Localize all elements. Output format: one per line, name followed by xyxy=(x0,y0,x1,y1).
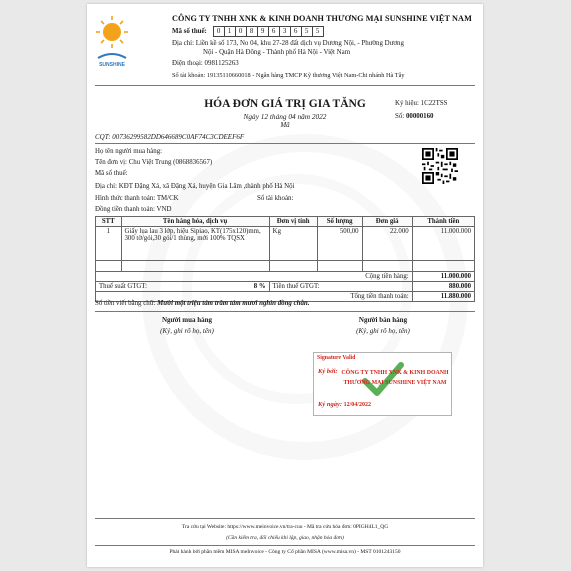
seller-phone-label: Điện thoại: xyxy=(172,60,203,67)
provider-info: Phát hành bởi phần mềm MISA meInvoice - Công ty Cổ phần MISA (www.misa.vn) - MST 0101243150 xyxy=(169,549,401,555)
so-value: 00000160 xyxy=(405,113,434,120)
tax-digit: 0 xyxy=(236,26,247,37)
buyer-sign-title: Người mua hàng xyxy=(161,316,213,324)
stamp-date-label: Ký ngày: xyxy=(318,401,343,408)
col-stt: STT xyxy=(96,217,122,227)
so-label: Số: xyxy=(395,113,405,120)
buyer-unit: Chu Việt Trung (0868836567) xyxy=(128,159,213,166)
in-words-label: Số tiền viết bằng chữ: xyxy=(95,300,156,307)
total-label: Tổng tiền thanh toán: xyxy=(96,292,413,302)
seller-phone-row xyxy=(172,60,239,67)
seller-address-line1: Liền kề số 173, No 04, khu 27-28 đất dịch vụ Dương Nội, - Phường Dương xyxy=(195,40,404,47)
seller-address-line2: Nội - Quận Hà Đông - Thành phố Hà Nội - Việt Nam xyxy=(203,49,351,56)
table-header-row xyxy=(96,217,475,227)
col-unit: Đơn vị tính xyxy=(269,217,317,227)
buyer-address: KĐT Đặng Xá, xã Đặng Xá, huyện Gia Lâm ,thành phố Hà Nội xyxy=(118,183,295,190)
vat-rate-cell xyxy=(96,282,270,292)
items-table xyxy=(95,216,475,302)
buyer-unit-row xyxy=(95,159,212,166)
invoice-ma: Mã xyxy=(280,122,290,129)
title-divider xyxy=(95,143,475,144)
table-row xyxy=(96,227,475,261)
col-price: Đơn giá xyxy=(362,217,412,227)
buyer-address-label: Địa chỉ: xyxy=(95,183,118,190)
cell-qty: 500,00 xyxy=(317,227,362,261)
stamp-signed-by-label: Ký bởi: xyxy=(318,368,338,375)
vat-row xyxy=(96,282,475,292)
seller-signature xyxy=(323,316,443,335)
tax-digit: 9 xyxy=(258,26,269,37)
buyer-sign-hint: (Ký, ghi rõ họ, tên) xyxy=(160,327,214,335)
seller-company-name: CÔNG TY TNHH XNK & KINH DOANH THƯƠNG MẠI SUNSHINE VIỆT NAM xyxy=(172,14,472,23)
seller-tax-boxes xyxy=(213,26,324,37)
stamp-signed-by: CÔNG TY TNHH XNK & KINH DOANH THƯƠNG MẠI SUNSHINE VIỆT NAM xyxy=(341,370,449,386)
col-qty: Số lượng xyxy=(317,217,362,227)
col-amount: Thành tiền xyxy=(412,217,474,227)
seller-sign-hint: (Ký, ghi rõ họ, tên) xyxy=(356,327,410,335)
vat-amount: 880.000 xyxy=(412,282,474,292)
cqt-code: CQT: 00736299582DD646689C0AF74C3CDEEF6F xyxy=(95,133,245,141)
subtotal-row xyxy=(96,272,475,282)
cell-stt: 1 xyxy=(96,227,122,261)
buyer-signature xyxy=(127,316,247,335)
cell-name: Giấy lụa lau 3 lớp, hiệu Sipiao, KT(175x120)mm, 300 tờ/gói,30 gói/1 thùng, mới 100% TQSX xyxy=(121,227,269,261)
seller-sign-title: Người bán hàng xyxy=(358,316,408,324)
cell-unit: Kg xyxy=(269,227,317,261)
stamp-date: 12/04/2022 xyxy=(343,402,371,408)
seller-address-label: Địa chỉ: xyxy=(172,40,195,47)
invoice-kyhieu-row xyxy=(395,100,447,107)
logo-text: SUNSHINE xyxy=(99,62,125,68)
tax-digit: 5 xyxy=(313,26,324,37)
vat-amount-label: Tiền thuế GTGT: xyxy=(269,282,412,292)
seller-phone: 0981125263 xyxy=(204,60,239,67)
check-note: (Cần kiểm tra, đối chiếu khi lập, giao, nhận hóa đơn) xyxy=(226,535,344,541)
table-filler-row xyxy=(96,261,475,272)
seller-account-label: Số tài khoản: xyxy=(172,72,206,79)
vat-rate-label: Thuế suất GTGT: xyxy=(99,283,147,290)
tax-digit: 3 xyxy=(280,26,291,37)
stamp-date-row xyxy=(318,401,371,408)
payment-label: Hình thức thanh toán: xyxy=(95,195,156,202)
tax-digit: 5 xyxy=(302,26,313,37)
currency: VND xyxy=(156,206,172,213)
buyer-unit-label: Tên đơn vị: xyxy=(95,159,127,166)
tax-digit: 6 xyxy=(269,26,280,37)
subtotal-value: 11.000.000 xyxy=(412,272,474,282)
lookup-info: Tra cứu tại Website: https://www.meinvoice.vn/tra-cuu - Mã tra cứu hóa đơn: 0PIGH4L1_QG xyxy=(181,524,389,530)
payment-method: TM/CK xyxy=(156,195,179,202)
buyer-tax-label: Mã số thuế: xyxy=(95,170,128,177)
sunshine-logo xyxy=(95,14,129,70)
in-words-text: Mười một triệu tám trăm tám mươi nghìn đồng chẵn. xyxy=(157,300,310,307)
cell-price: 22.000 xyxy=(362,227,412,261)
seller-tax-label: Mã số thuế: xyxy=(172,28,207,36)
total-value: 11.880.000 xyxy=(412,292,474,302)
seller-tax-row xyxy=(172,26,324,37)
tax-digit: 0 xyxy=(213,26,225,37)
words-divider xyxy=(95,311,475,312)
footer-divider-bottom xyxy=(95,545,475,546)
invoice-date: Ngày 12 tháng 04 năm 2022 xyxy=(243,112,327,121)
header-divider xyxy=(95,85,475,86)
buyer-name-label: Họ tên người mua hàng: xyxy=(95,148,163,155)
seller-account: 19135110660018 - Ngân hàng TMCP Kỹ thương Việt Nam-Chi nhánh Hà Tây xyxy=(206,72,405,79)
stamp-status: Signature Valid xyxy=(317,355,356,361)
invoice-page xyxy=(87,4,483,567)
subtotal-label: Cộng tiền hàng: xyxy=(96,272,413,282)
cell-amount: 11.000.000 xyxy=(412,227,474,261)
currency-row xyxy=(95,206,171,213)
invoice-title: HÓA ĐƠN GIÁ TRỊ GIA TĂNG xyxy=(204,98,366,110)
in-words-row xyxy=(95,300,309,307)
qr-code xyxy=(422,148,458,184)
tax-digit: 1 xyxy=(225,26,236,37)
seller-address-row xyxy=(172,40,404,47)
tax-digit: 8 xyxy=(247,26,258,37)
invoice-number-row xyxy=(395,113,434,120)
signature-valid-stamp xyxy=(313,352,452,416)
col-name: Tên hàng hóa, dịch vụ xyxy=(121,217,269,227)
payment-row xyxy=(95,195,179,202)
buyer-address-row xyxy=(95,183,294,190)
kyhieu-label: Ký hiệu: xyxy=(395,100,419,107)
seller-account-row xyxy=(172,72,405,79)
footer-divider-top xyxy=(95,518,475,519)
vat-rate: 8 % xyxy=(253,283,266,290)
currency-label: Đồng tiền thanh toán: xyxy=(95,206,155,213)
kyhieu-value: 1C22TSS xyxy=(420,100,448,107)
buyer-account-label: Số tài khoản: xyxy=(257,195,294,202)
tax-digit: 6 xyxy=(291,26,302,37)
